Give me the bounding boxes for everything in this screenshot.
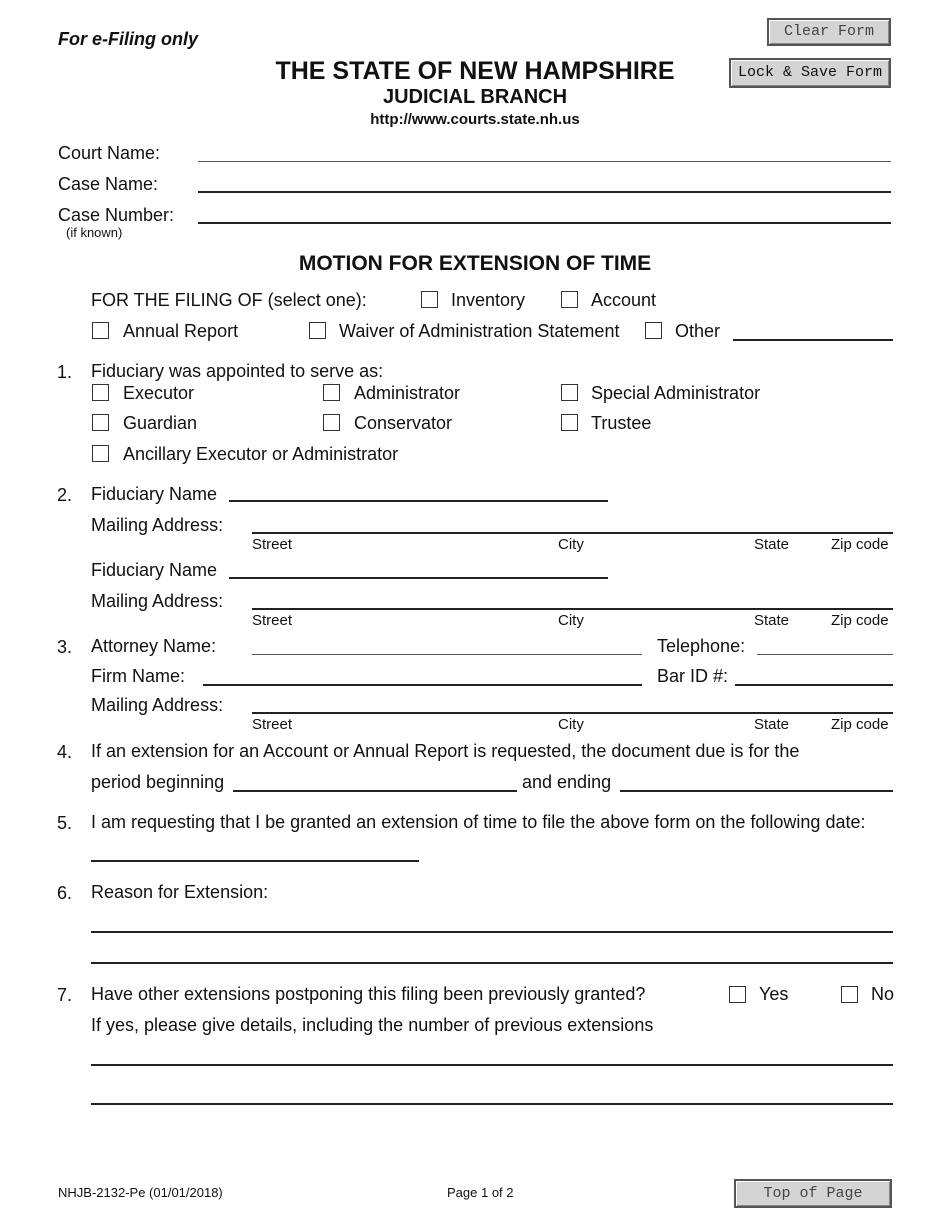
telephone-field[interactable] [757,654,893,655]
special-administrator-label: Special Administrator [591,383,761,403]
court-name-label: Court Name: [58,143,161,163]
telephone-label: Telephone: [657,636,746,656]
fiduciary-name-field-2[interactable] [229,577,608,579]
ancillary-label: Ancillary Executor or Administrator [123,444,399,464]
firm-name-label: Firm Name: [91,666,185,686]
mailing-address-label-1: Mailing Address: [91,515,224,535]
page-number: Page 1 of 2 [447,1185,514,1200]
inventory-checkbox[interactable] [421,291,438,308]
top-of-page-button[interactable]: Top of Page [734,1179,892,1208]
other-field[interactable] [733,339,893,341]
requested-date-field[interactable] [91,860,419,862]
item2-number: 2. [57,485,73,505]
form-title: MOTION FOR EXTENSION OF TIME [298,252,652,275]
state-caption: State [754,536,790,553]
lock-save-form-button[interactable]: Lock & Save Form [729,58,891,88]
fiduciary-name-field-1[interactable] [229,500,608,502]
zip-caption: Zip code [831,536,889,553]
conservator-checkbox[interactable] [323,414,340,431]
account-label: Account [591,290,657,310]
efiling-note: For e-Filing only [58,29,198,49]
guardian-label: Guardian [123,413,198,433]
clear-form-button[interactable]: Clear Form [767,18,891,46]
branch-title: JUDICIAL BRANCH [382,86,568,108]
yes-checkbox[interactable] [729,986,746,1003]
administrator-checkbox[interactable] [323,384,340,401]
zip-caption: Zip code [831,612,889,629]
case-number-field[interactable] [198,222,891,224]
period-beginning-label: period beginning [91,772,225,792]
period-ending-field[interactable] [620,790,893,792]
city-caption: City [558,612,584,629]
period-beginning-field[interactable] [233,790,517,792]
no-checkbox[interactable] [841,986,858,1003]
details-field-line-1[interactable] [91,1064,893,1066]
fiduciary-name-label-2: Fiduciary Name [91,560,218,580]
item5-text: I am requesting that I be granted an extension of time to file the above form on the following date: [91,812,866,832]
details-field-line-2[interactable] [91,1103,893,1105]
firm-name-field[interactable] [203,684,642,686]
other-checkbox[interactable] [645,322,662,339]
executor-label: Executor [123,383,195,403]
state-caption: State [754,716,790,733]
item1-number: 1. [57,362,73,382]
annual-report-checkbox[interactable] [92,322,109,339]
attorney-name-field[interactable] [252,654,642,655]
trustee-label: Trustee [591,413,652,433]
waiver-checkbox[interactable] [309,322,326,339]
no-label: No [871,984,895,1004]
annual-report-label: Annual Report [123,321,239,341]
street-caption: Street [252,612,293,629]
state-caption: State [754,612,790,629]
trustee-checkbox[interactable] [561,414,578,431]
inventory-label: Inventory [451,290,526,310]
account-checkbox[interactable] [561,291,578,308]
mailing-address-field-2[interactable] [252,608,893,610]
attorney-mailing-address-label: Mailing Address: [91,695,224,715]
item7-text: Have other extensions postponing this filing been previously granted? [91,984,646,1004]
street-caption: Street [252,716,293,733]
attorney-mailing-address-field[interactable] [252,712,893,714]
administrator-label: Administrator [354,383,461,403]
bar-id-field[interactable] [735,684,893,686]
attorney-name-label: Attorney Name: [91,636,217,656]
item3-number: 3. [57,637,73,657]
court-name-field[interactable] [198,161,891,162]
bar-id-label: Bar ID #: [657,666,729,686]
reason-field-line-2[interactable] [91,962,893,964]
case-number-label: Case Number: [58,205,175,225]
reason-field-line-1[interactable] [91,931,893,933]
executor-checkbox[interactable] [92,384,109,401]
city-caption: City [558,536,584,553]
item7-details-text: If yes, please give details, including the number of previous extensions [91,1015,654,1035]
mailing-address-field-1[interactable] [252,532,893,534]
state-title: THE STATE OF NEW HAMPSHIRE [275,57,675,85]
item7-number: 7. [57,985,73,1005]
item6-number: 6. [57,883,73,903]
item4-text: If an extension for an Account or Annual Report is requested, the document due is for the [91,741,800,761]
filing-prompt: FOR THE FILING OF (select one): [91,290,367,310]
form-id: NHJB-2132-Pe (01/01/2018) [58,1185,223,1200]
court-url: http://www.courts.state.nh.us [370,111,580,128]
item5-number: 5. [57,813,73,833]
case-name-field[interactable] [198,191,891,193]
yes-label: Yes [759,984,789,1004]
conservator-label: Conservator [354,413,453,433]
other-label: Other [675,321,721,341]
street-caption: Street [252,536,293,553]
city-caption: City [558,716,584,733]
ancillary-checkbox[interactable] [92,445,109,462]
mailing-address-label-2: Mailing Address: [91,591,224,611]
fiduciary-name-label-1: Fiduciary Name [91,484,218,504]
item6-text: Reason for Extension: [91,882,269,902]
guardian-checkbox[interactable] [92,414,109,431]
and-ending-label: and ending [522,772,612,792]
zip-caption: Zip code [831,716,889,733]
item1-prompt: Fiduciary was appointed to serve as: [91,361,384,381]
item4-number: 4. [57,742,73,762]
case-name-label: Case Name: [58,174,159,194]
special-administrator-checkbox[interactable] [561,384,578,401]
waiver-label: Waiver of Administration Statement [339,321,620,341]
if-known-note: (if known) [66,225,123,240]
